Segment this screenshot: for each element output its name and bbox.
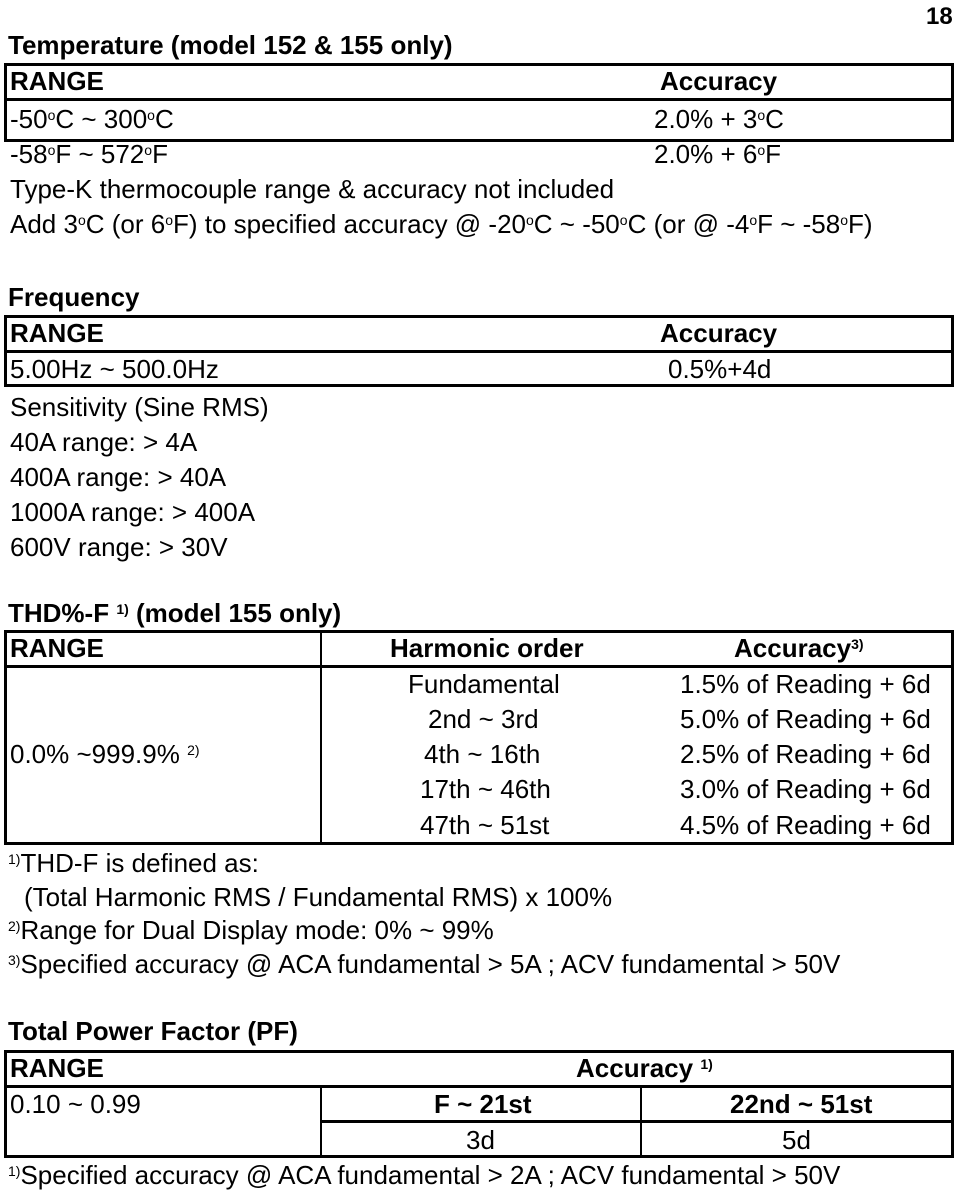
pf-col1-header: F ~ 21st [434,1089,532,1119]
thd-range: 0.0% ~999.9% $^{2)}$ [10,739,200,769]
temperature-header-range: RANGE [10,66,104,96]
pf-footnote: $^{1)}$Specified accuracy @ ACA fundamental > 2A ; ACV fundamental > 50V [8,1160,841,1190]
thd-accuracy: 1.5% of Reading + 6d [680,669,931,699]
thd-order: 4th ~ 16th [424,739,541,769]
frequency-title: Frequency [8,282,140,312]
thd-column-divider [320,630,322,845]
pf-col2-header: 22nd ~ 51st [730,1089,873,1119]
thd-header-range: RANGE [10,633,104,663]
thd-accuracy: 5.0% of Reading + 6d [680,704,931,734]
temperature-header-divider [4,98,954,101]
temperature-note-type-k: Type-K thermocouple range & accuracy not included [10,174,615,204]
thd-accuracy: 3.0% of Reading + 6d [680,774,931,804]
thd-order: 2nd ~ 3rd [428,704,539,734]
page-number: 18 [926,3,953,30]
pf-column-divider-right [640,1085,642,1158]
sensitivity-line: 400A range: > 40A [10,462,227,492]
frequency-header-range: RANGE [10,318,104,348]
thd-accuracy: 4.5% of Reading + 6d [680,810,931,840]
frequency-range: 5.00Hz ~ 500.0Hz [10,354,219,384]
pf-title: Total Power Factor (PF) [8,1016,298,1046]
temperature-note-add: Add 3$^o$C (or 6$^o$F) to specified accuracy @ -20$^o$C ~ -50$^o$C (or @ -4$^o$F ~ -58$^o$F) [10,209,873,239]
thd-order: Fundamental [408,669,560,699]
thd-footnote-1: $^{1)}$THD-F is defined as: [8,848,259,878]
temperature-row-range: -50$^o$C ~ 300$^o$C [10,104,174,134]
thd-header-accuracy: Accuracy$^{3)}$ [734,633,864,663]
sensitivity-line: 1000A range: > 400A [10,497,256,527]
sensitivity-line: Sensitivity (Sine RMS) [10,392,269,422]
thd-accuracy: 2.5% of Reading + 6d [680,739,931,769]
thd-title: THD%-F $^{1)}$ (model 155 only) [8,598,342,628]
thd-footnote-2: $^{2)}$Range for Dual Display mode: 0% ~ 99% [8,915,494,945]
temperature-row-range: -58$^o$F ~ 572$^o$F [10,139,168,169]
thd-footnote-1-formula: (Total Harmonic RMS / Fundamental RMS) x 100% [24,882,613,912]
frequency-accuracy: 0.5%+4d [668,354,772,384]
sensitivity-line: 40A range: > 4A [10,427,198,457]
temperature-title: Temperature (model 152 & 155 only) [8,30,453,60]
thd-order: 47th ~ 51st [420,810,550,840]
pf-col1-value: 3d [466,1125,495,1155]
pf-column-divider-left [320,1085,322,1158]
temperature-row-accuracy: $2.0\% + 3^oC$ [654,104,784,134]
sensitivity-line: 600V range: > 30V [10,532,228,562]
pf-range: 0.10 ~ 0.99 [10,1089,141,1119]
thd-header-order: Harmonic order [390,633,584,663]
pf-header-accuracy: Accuracy $^{1)}$ [576,1053,713,1083]
pf-header-range: RANGE [10,1053,104,1083]
frequency-header-accuracy: Accuracy [660,318,778,348]
thd-order: 17th ~ 46th [420,774,551,804]
temperature-header-accuracy: Accuracy [660,66,778,96]
thd-footnote-3: $^{3)}$Specified accuracy @ ACA fundamental > 5A ; ACV fundamental > 50V [8,949,841,979]
pf-col2-value: 5d [782,1125,811,1155]
temperature-row-accuracy: $2.0\% + 6^oF$ [654,139,782,169]
